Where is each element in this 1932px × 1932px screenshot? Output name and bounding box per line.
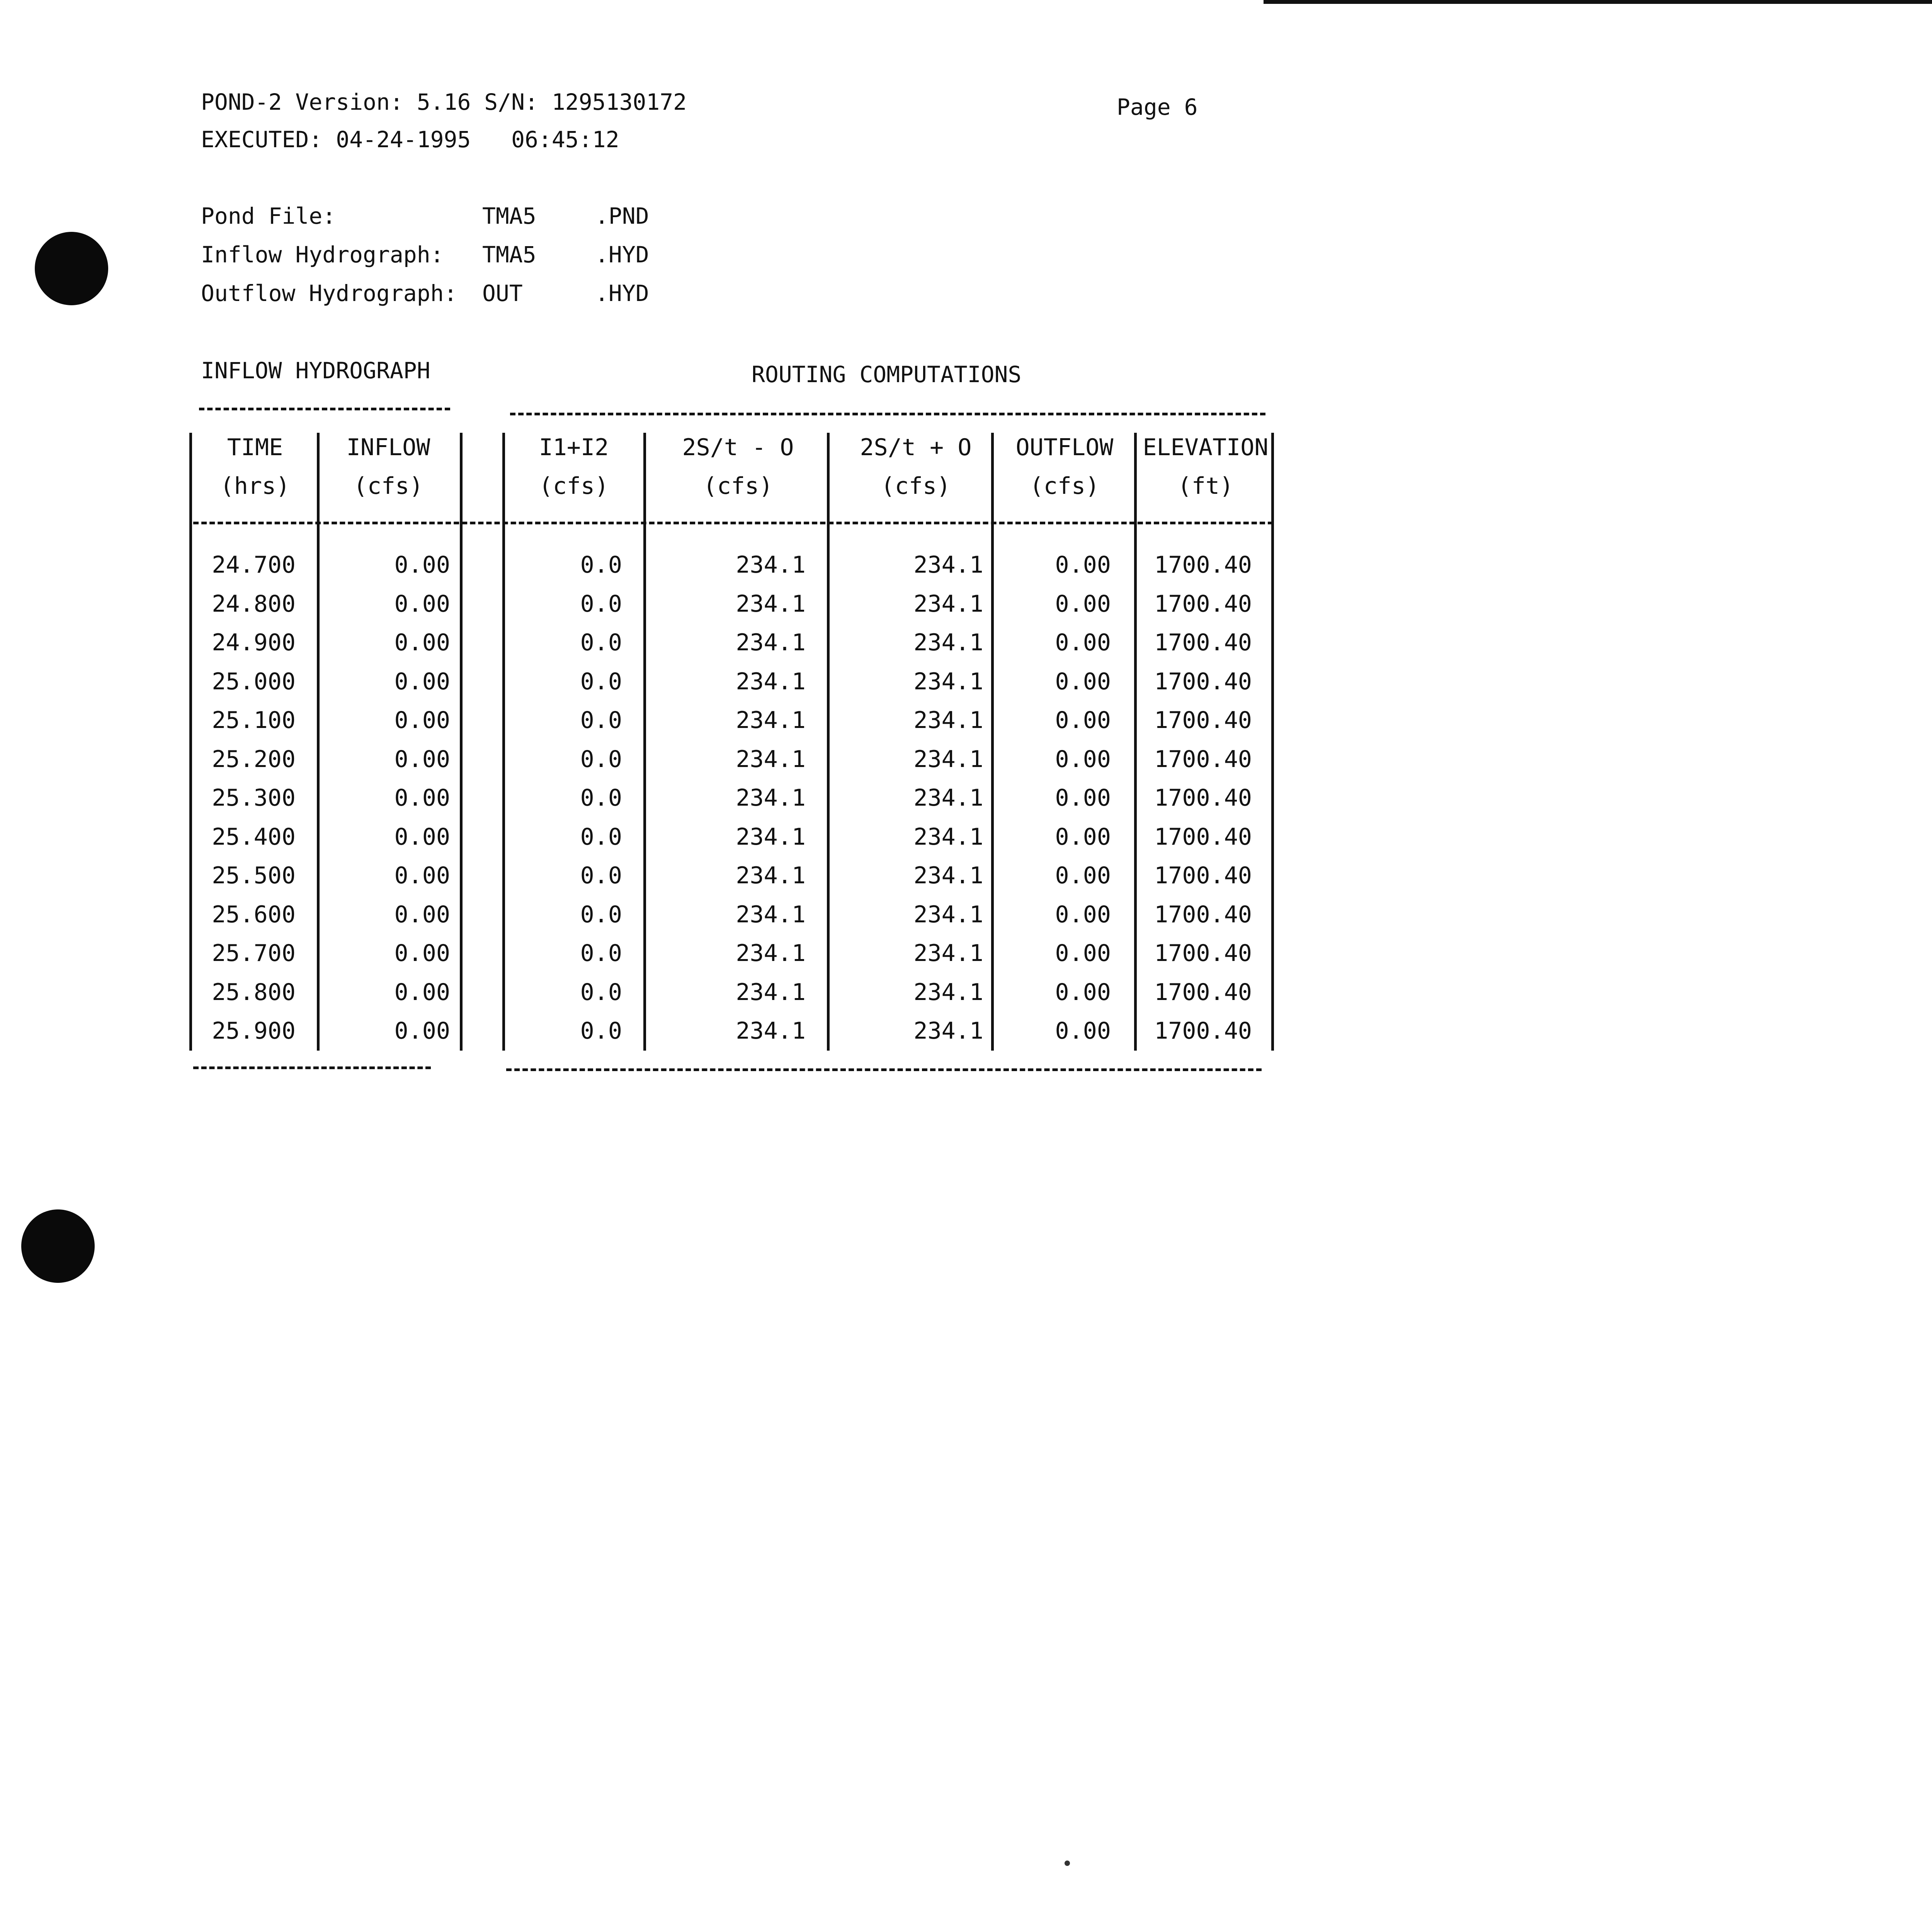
column-header: 2S/t + O	[860, 434, 972, 461]
column-header: I1+I2	[539, 434, 609, 461]
table-cell: 0.0	[580, 745, 622, 773]
table-cell: 1700.40	[1154, 668, 1252, 695]
inflow-hydrograph-title: INFLOW HYDROGRAPH	[201, 357, 430, 384]
table-cell: 0.00	[1055, 590, 1111, 617]
table-cell: 1700.40	[1154, 901, 1252, 928]
table-cell: 0.00	[1055, 978, 1111, 1006]
routing-computations-title: ROUTING COMPUTATIONS	[752, 361, 1022, 388]
table-cell: 0.00	[394, 668, 450, 695]
column-header: ELEVATION	[1143, 434, 1269, 461]
table-cell: 1700.40	[1154, 590, 1252, 617]
column-unit: (hrs)	[220, 473, 290, 500]
table-cell: 0.0	[580, 940, 622, 967]
file-name: TMA5	[482, 203, 536, 229]
table-cell: 234.1	[913, 978, 983, 1006]
table-cell: 0.0	[580, 862, 622, 889]
table-cell: 0.00	[394, 629, 450, 656]
table-cell: 0.00	[394, 978, 450, 1006]
table-cell: 0.00	[394, 1017, 450, 1044]
header-separator-rule	[193, 522, 1273, 524]
table-cell: 1700.40	[1154, 1017, 1252, 1044]
table-column-divider	[317, 433, 320, 1051]
column-unit: (ft)	[1177, 473, 1234, 500]
column-unit: (cfs)	[703, 473, 773, 500]
table-cell: 234.1	[736, 862, 806, 889]
table-cell: 234.1	[736, 707, 806, 734]
table-cell: 0.00	[1055, 551, 1111, 578]
table-cell: 234.1	[736, 1017, 806, 1044]
table-cell: 25.300	[212, 784, 296, 811]
table-cell: 0.00	[1055, 784, 1111, 811]
inflow-top-rule	[199, 408, 450, 410]
column-unit: (cfs)	[539, 473, 609, 500]
table-cell: 234.1	[913, 862, 983, 889]
binder-hole-middle	[21, 1209, 95, 1283]
table-cell: 24.900	[212, 629, 296, 656]
table-cell: 234.1	[913, 901, 983, 928]
table-cell: 1700.40	[1154, 862, 1252, 889]
table-cell: 0.00	[1055, 823, 1111, 850]
table-cell: 0.00	[394, 745, 450, 773]
table-cell: 25.700	[212, 940, 296, 967]
scan-edge-top	[1264, 0, 1932, 4]
table-cell: 0.00	[1055, 1017, 1111, 1044]
file-ext: .PND	[595, 203, 649, 229]
table-cell: 0.0	[580, 901, 622, 928]
table-cell: 234.1	[736, 668, 806, 695]
table-cell: 234.1	[736, 590, 806, 617]
table-cell: 234.1	[736, 978, 806, 1006]
table-cell: 1700.40	[1154, 784, 1252, 811]
table-cell: 0.00	[1055, 901, 1111, 928]
table-cell: 0.00	[1055, 862, 1111, 889]
binder-hole-top	[35, 232, 108, 305]
table-cell: 234.1	[736, 629, 806, 656]
file-name: TMA5	[482, 242, 536, 268]
file-label: Outflow Hydrograph:	[201, 280, 457, 306]
table-cell: 1700.40	[1154, 551, 1252, 578]
table-cell: 234.1	[736, 901, 806, 928]
table-cell: 234.1	[913, 784, 983, 811]
table-cell: 1700.40	[1154, 745, 1252, 773]
page-label: Page 6	[1117, 94, 1198, 120]
table-column-divider	[1271, 433, 1274, 1051]
table-cell: 0.00	[394, 707, 450, 734]
table-cell: 0.00	[1055, 629, 1111, 656]
table-cell: 25.100	[212, 707, 296, 734]
table-cell: 25.000	[212, 668, 296, 695]
table-cell: 0.0	[580, 1017, 622, 1044]
table-cell: 0.00	[394, 940, 450, 967]
table-cell: 0.00	[394, 823, 450, 850]
table-cell: 0.00	[1055, 707, 1111, 734]
table-cell: 0.00	[1055, 940, 1111, 967]
table-cell: 25.900	[212, 1017, 296, 1044]
table-cell: 234.1	[913, 707, 983, 734]
column-header: TIME	[227, 434, 283, 461]
table-cell: 0.0	[580, 823, 622, 850]
table-cell: 25.200	[212, 745, 296, 773]
file-ext: .HYD	[595, 242, 649, 268]
inflow-bottom-rule	[193, 1066, 431, 1069]
table-cell: 1700.40	[1154, 978, 1252, 1006]
table-cell: 0.0	[580, 707, 622, 734]
file-name: OUT	[482, 280, 523, 306]
table-cell: 0.00	[394, 862, 450, 889]
column-header: INFLOW	[346, 434, 430, 461]
column-header: OUTFLOW	[1015, 434, 1114, 461]
routing-bottom-rule	[506, 1068, 1262, 1071]
table-column-divider	[460, 433, 463, 1051]
table-cell: 0.00	[394, 901, 450, 928]
table-cell: 234.1	[736, 940, 806, 967]
table-column-divider	[643, 433, 646, 1051]
table-cell: 25.500	[212, 862, 296, 889]
table-cell: 0.00	[394, 590, 450, 617]
table-cell: 25.600	[212, 901, 296, 928]
table-cell: 0.0	[580, 668, 622, 695]
table-cell: 234.1	[913, 590, 983, 617]
table-cell: 234.1	[736, 823, 806, 850]
table-cell: 234.1	[913, 629, 983, 656]
table-cell: 1700.40	[1154, 707, 1252, 734]
program-version-line: POND-2 Version: 5.16 S/N: 1295130172	[201, 89, 687, 115]
table-cell: 24.800	[212, 590, 296, 617]
table-cell: 0.00	[1055, 668, 1111, 695]
table-cell: 1700.40	[1154, 940, 1252, 967]
table-cell: 0.00	[394, 551, 450, 578]
table-cell: 234.1	[736, 551, 806, 578]
file-label: Inflow Hydrograph:	[201, 242, 444, 268]
table-column-divider	[827, 433, 830, 1051]
table-cell: 0.0	[580, 784, 622, 811]
table-cell: 1700.40	[1154, 823, 1252, 850]
table-cell: 234.1	[913, 823, 983, 850]
table-cell: 1700.40	[1154, 629, 1252, 656]
routing-top-rule	[510, 413, 1265, 415]
table-cell: 234.1	[913, 551, 983, 578]
file-ext: .HYD	[595, 280, 649, 306]
scan-speck	[1065, 1861, 1070, 1866]
table-cell: 0.0	[580, 629, 622, 656]
table-cell: 0.00	[394, 784, 450, 811]
table-cell: 25.800	[212, 978, 296, 1006]
table-cell: 0.0	[580, 551, 622, 578]
column-unit: (cfs)	[353, 473, 423, 500]
table-cell: 0.0	[580, 978, 622, 1006]
column-unit: (cfs)	[1029, 473, 1100, 500]
executed-line: EXECUTED: 04-24-1995 06:45:12	[201, 126, 619, 153]
table-cell: 0.00	[1055, 745, 1111, 773]
table-cell: 234.1	[736, 745, 806, 773]
file-label: Pond File:	[201, 203, 336, 229]
table-cell: 25.400	[212, 823, 296, 850]
table-cell: 24.700	[212, 551, 296, 578]
table-cell: 234.1	[736, 784, 806, 811]
table-cell: 0.0	[580, 590, 622, 617]
table-cell: 234.1	[913, 940, 983, 967]
column-unit: (cfs)	[881, 473, 951, 500]
table-cell: 234.1	[913, 745, 983, 773]
table-cell: 234.1	[913, 668, 983, 695]
table-cell: 234.1	[913, 1017, 983, 1044]
column-header: 2S/t - O	[682, 434, 794, 461]
